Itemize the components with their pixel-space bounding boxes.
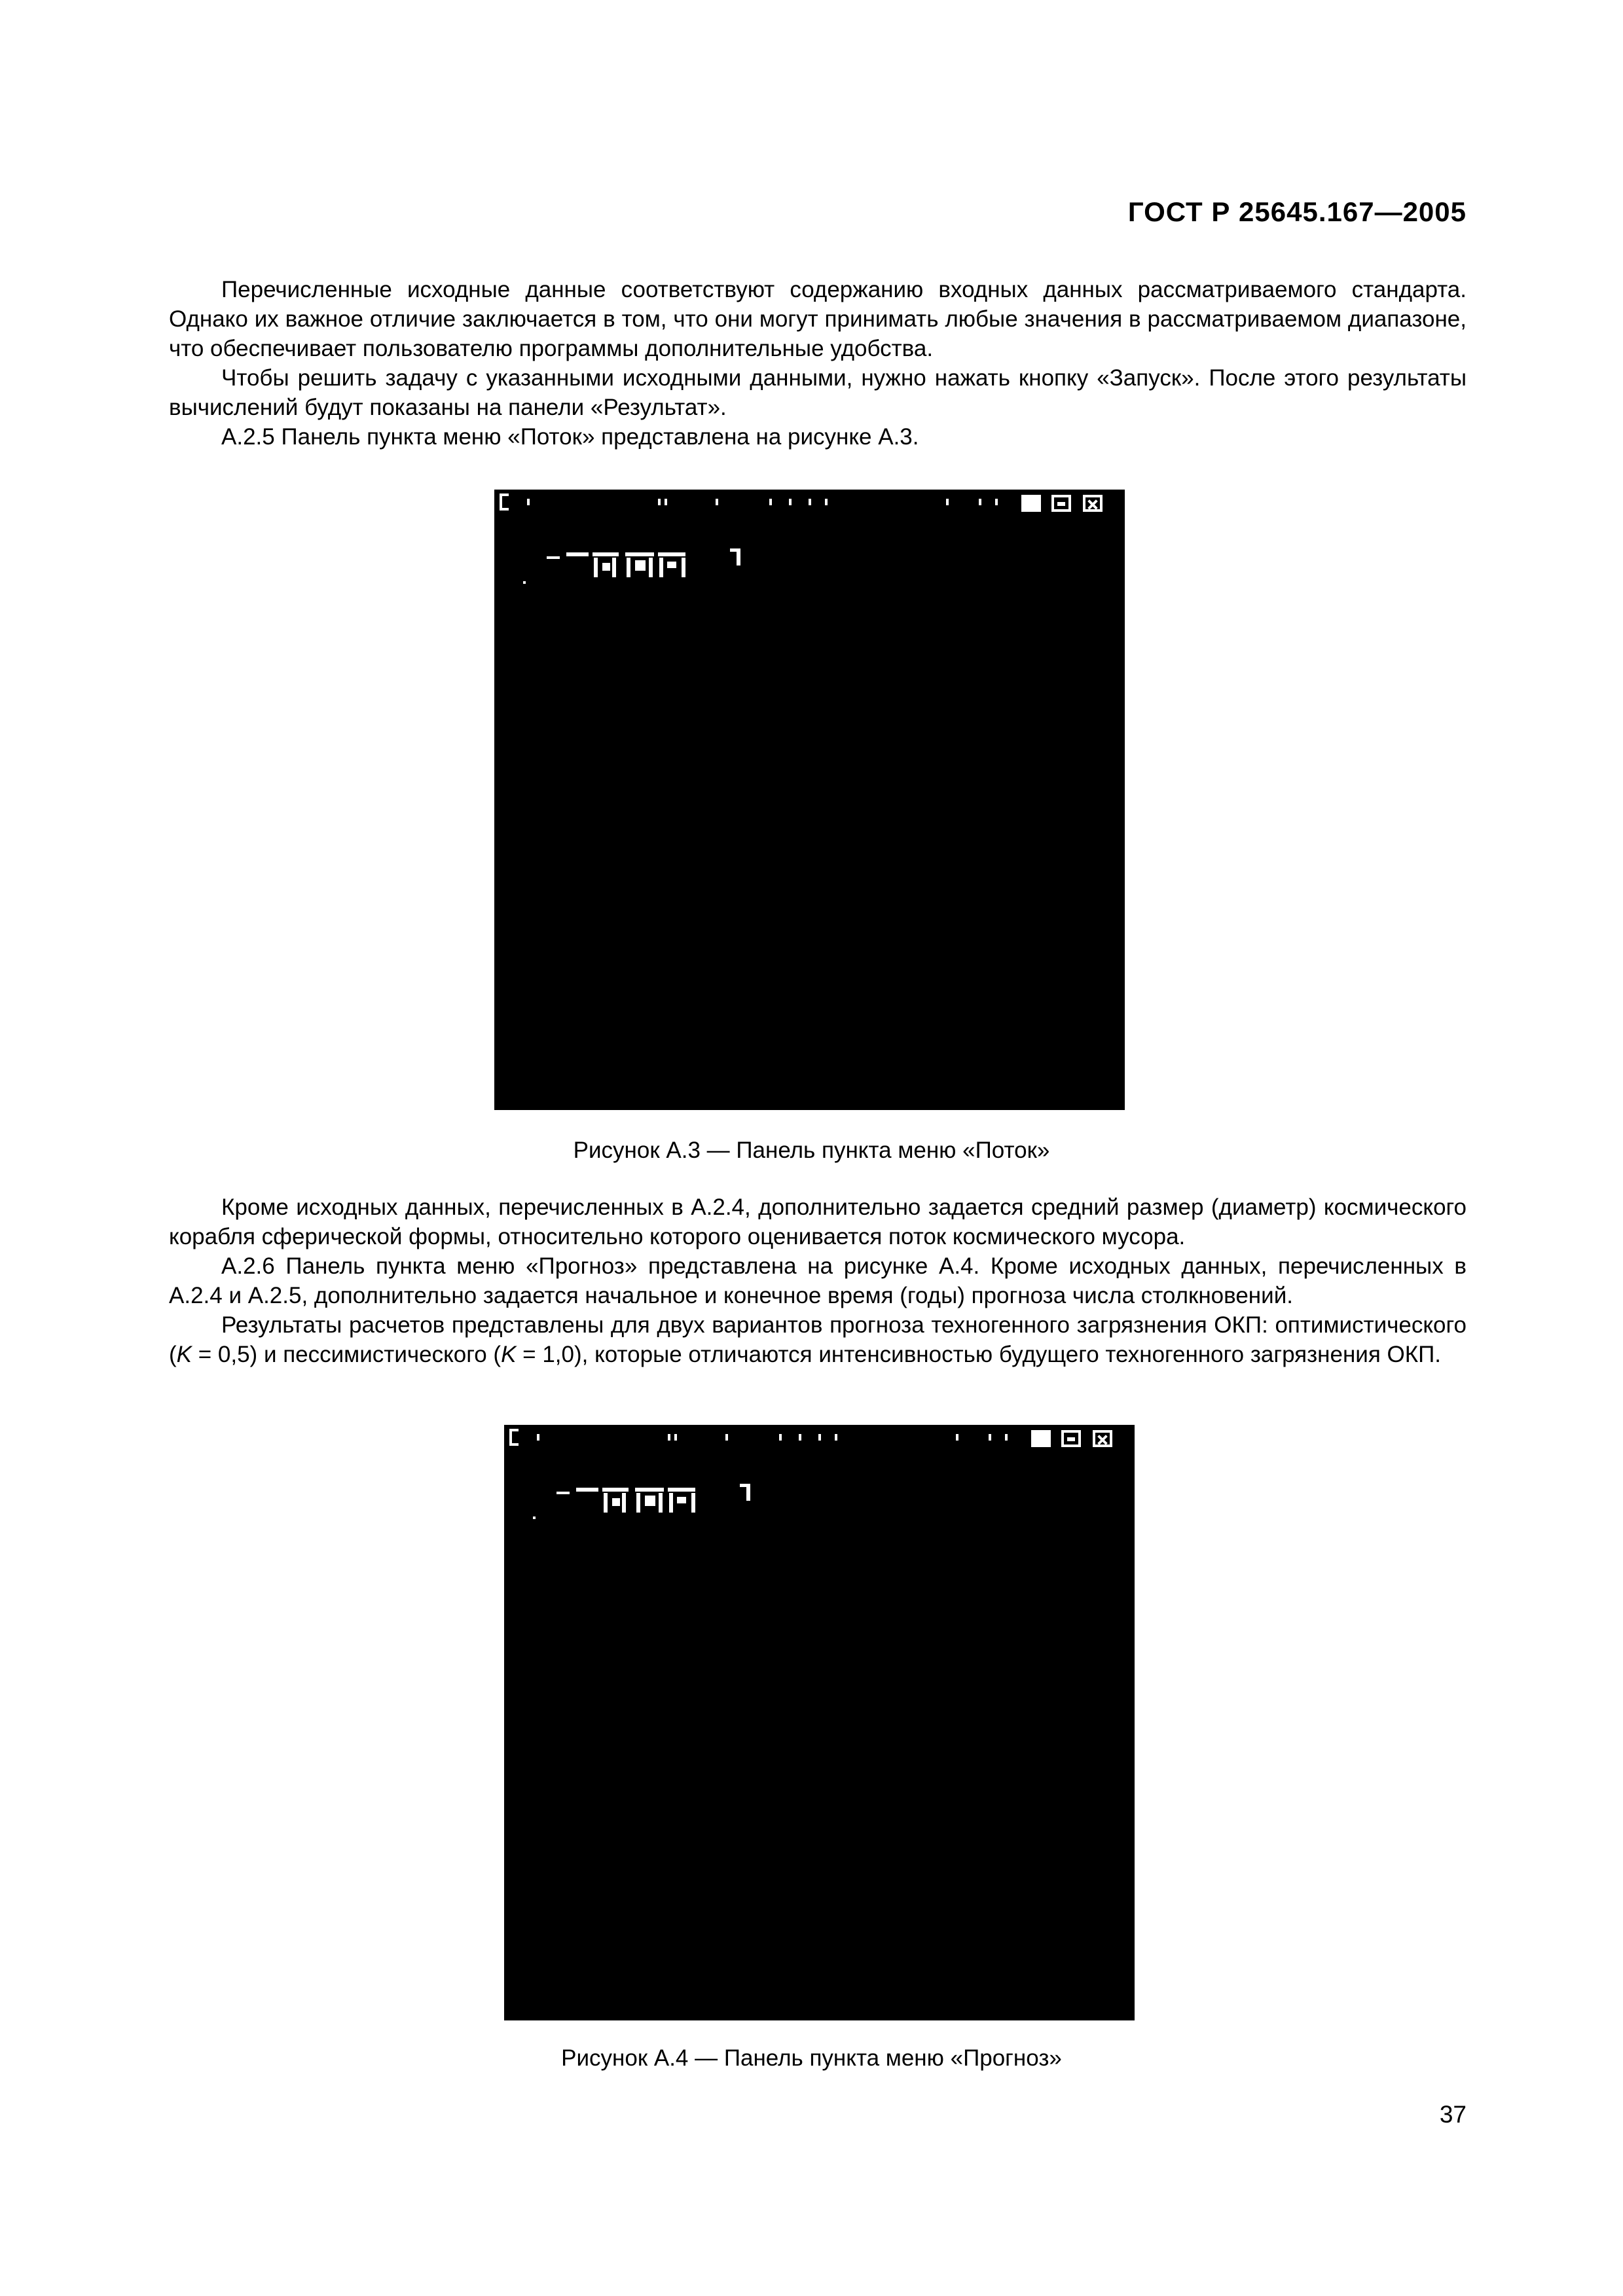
title-text-fragment xyxy=(658,499,661,505)
title-text-fragment xyxy=(818,1434,821,1441)
maximize-icon[interactable] xyxy=(1061,1430,1081,1447)
minimize-icon[interactable] xyxy=(1031,1430,1051,1447)
coefficient-k-pessimistic: K xyxy=(501,1342,517,1367)
paragraph-a25: А.2.5 Панель пункта меню «Поток» представлена на рисунке А.3. xyxy=(221,424,919,450)
document-header: ГОСТ Р 25645.167—2005 xyxy=(1127,196,1467,227)
results-text-c: = 1,0), которые отличаются интенсивностью будущего техногенного загрязнения ОКП. xyxy=(516,1342,1442,1367)
title-text-fragment xyxy=(665,499,667,505)
results-text-b: = 0,5) и пессимистического ( xyxy=(192,1342,501,1367)
title-text-fragment xyxy=(537,1434,539,1441)
title-text-fragment xyxy=(716,499,718,505)
close-icon[interactable] xyxy=(1093,1430,1112,1447)
figure-a4-screenshot xyxy=(504,1425,1135,2020)
title-text-fragment xyxy=(825,499,828,505)
system-menu-icon[interactable] xyxy=(500,493,509,511)
paragraph-results xyxy=(169,1310,1467,1369)
paragraph-a26: А.2.6 Панель пункта меню «Прогноз» представлена на рисунке А.4. Кроме исходных данных, перечисленных в А.2.4 и А.2.5, дополнительно задается начальное и конечное время (годы) прогноза числа столкновений. xyxy=(169,1253,1467,1308)
title-text-fragment xyxy=(995,499,998,505)
title-text-fragment xyxy=(779,1434,782,1441)
title-bar xyxy=(494,490,1125,512)
figure-a3-caption: Рисунок А.3 — Панель пункта меню «Поток» xyxy=(573,1138,1050,1163)
title-text-fragment xyxy=(799,1434,801,1441)
results-text-a: Результаты расчетов представлены для двух вариантов прогноза техногенного загрязнения ОКП: оптимистического ( xyxy=(169,1312,1467,1367)
title-text-fragment xyxy=(979,499,981,505)
title-text-fragment xyxy=(674,1434,677,1441)
paragraph-launch-instructions: Чтобы решить задачу с указанными исходными данными, нужно нажать кнопку «Запуск». После этого результаты вычислений будут показаны на панели «Результат». xyxy=(169,365,1467,420)
minimize-icon[interactable] xyxy=(1021,495,1041,512)
title-text-fragment xyxy=(835,1434,837,1441)
figure-a4-caption: Рисунок А.4 — Панель пункта меню «Прогноз» xyxy=(561,2045,1062,2071)
title-text-fragment xyxy=(527,499,530,505)
title-text-fragment xyxy=(725,1434,728,1441)
maximize-icon[interactable] xyxy=(1051,495,1071,512)
close-icon[interactable] xyxy=(1083,495,1103,512)
paragraph-spacecraft-size: Кроме исходных данных, перечисленных в А.2.4, дополнительно задается средний размер (диаметр) космического корабля сферической формы, относительно которого оценивается поток космического мусора. xyxy=(169,1194,1467,1249)
program-logo-icon xyxy=(530,1484,779,1530)
title-text-fragment xyxy=(789,499,792,505)
title-text-fragment xyxy=(668,1434,670,1441)
paragraph-input-data: Перечисленные исходные данные соответствуют содержанию входных данных рассматриваемого стандарта. Однако их важное отличие заключается в том, что они могут принимать любые значения в рассматриваемом диапазоне, что обеспечивает пользователю программы дополнительные удобства. xyxy=(169,277,1467,361)
title-text-fragment xyxy=(1005,1434,1008,1441)
title-text-fragment xyxy=(989,1434,991,1441)
page-number: 37 xyxy=(1439,2101,1467,2128)
title-text-fragment xyxy=(769,499,772,505)
title-text-fragment xyxy=(956,1434,958,1441)
title-text-fragment xyxy=(946,499,949,505)
coefficient-k-optimistic: K xyxy=(176,1342,192,1367)
system-menu-icon[interactable] xyxy=(509,1429,519,1446)
title-bar xyxy=(504,1425,1135,1447)
program-logo-icon xyxy=(520,548,769,594)
figure-a3-screenshot xyxy=(494,490,1125,1110)
title-text-fragment xyxy=(809,499,811,505)
